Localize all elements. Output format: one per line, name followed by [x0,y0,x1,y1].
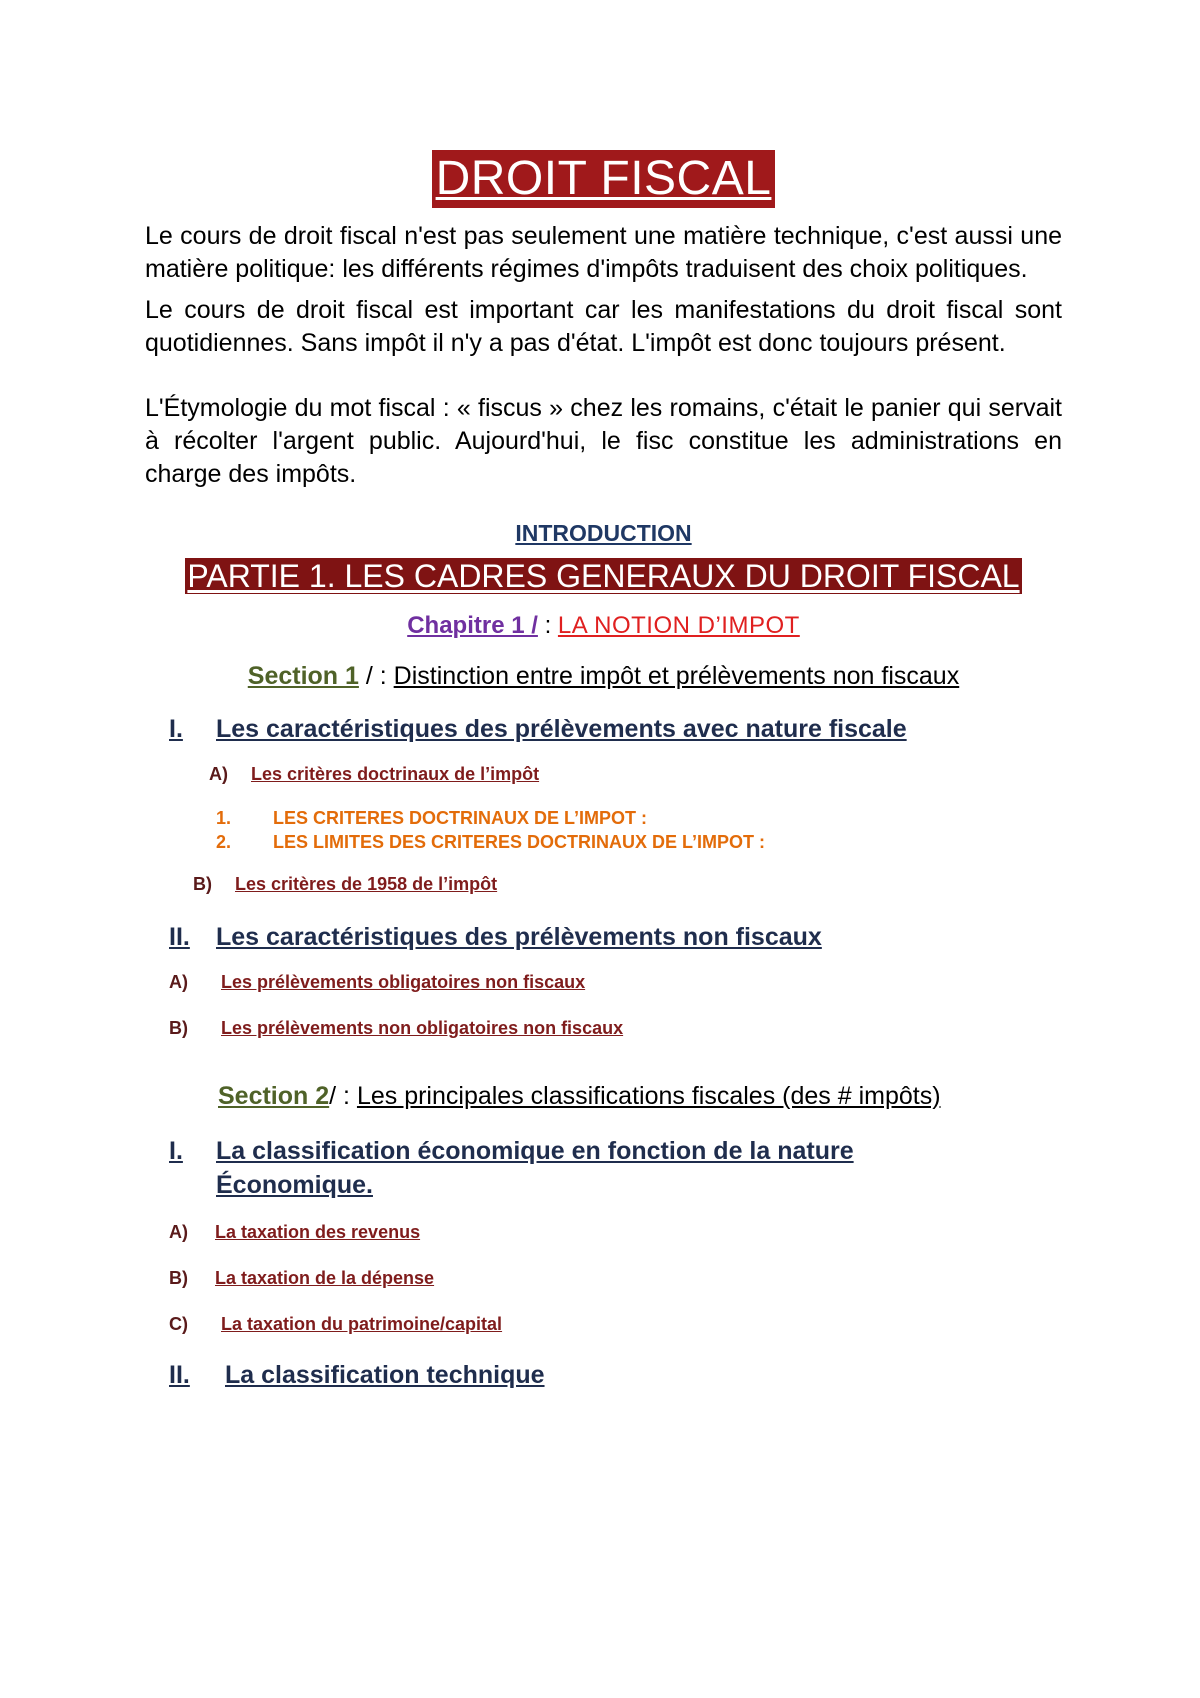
subheading-b [145,1266,1062,1290]
paragraph-intro-2: Le cours de droit fiscal est important car les manifestations du droit fiscal sont quotidiennes. Sans impôt il n'y a pas d'état. L'impôt est donc toujours présent. [145,296,1062,357]
subheading-a [145,762,1062,786]
chapitre-label: Chapitre 1 / [407,612,538,639]
chapitre-title: LA NOTION D’IMPOT [557,612,800,639]
section-1-label: Section 1 [247,662,359,690]
section-1-part-2-heading [145,920,1062,954]
numbered-list [145,806,1062,854]
paragraph-intro-1: Le cours de droit fiscal n'est pas seulement une matière technique, c'est aussi une matière politique: les différents régimes d'impôts traduisent des choix politiques. [145,222,1062,283]
heading-text: Les caractéristiques des prélèvements avec nature fiscale [216,715,907,743]
paragraph-etymology: L'Étymologie du mot fiscal : « fiscus » chez les romains, c'était le panier qui servait à récolter l'argent public. Aujourd'hui, le fisc constitue les administrations en charge des impôts. [145,394,1062,488]
section-1-separator: / : [358,662,394,690]
subheading-label: C) [169,1314,188,1334]
partie-heading: PARTIE 1. LES CADRES GENERAUX DU DROIT FISCAL [187,558,1020,594]
subheading-text: La taxation de la dépense [215,1268,435,1288]
subheading-label: A) [209,764,228,784]
subheading-label: B) [169,1018,188,1038]
heading-text: Les caractéristiques des prélèvements non fiscaux [216,923,822,951]
heading-number: II. [169,1361,190,1389]
section-2-separator: / : [329,1082,357,1110]
section-1-title: Distinction entre impôt et prélèvements non fiscaux [393,662,960,690]
document-page [145,150,1062,1392]
subheading-label: A) [169,1222,188,1242]
subheading-a [145,1220,1062,1244]
subheading-text: Les prélèvements obligatoires non fiscaux [221,972,586,992]
document-title: DROIT FISCAL [432,150,776,208]
subheading-a [145,970,1062,994]
heading-number: II. [169,923,190,951]
chapitre-heading [145,610,1062,642]
section-2-part-1-heading [145,1134,1062,1202]
section-2-heading [145,1080,1062,1112]
subheading-label: B) [193,874,212,894]
section-1-heading [145,660,1062,692]
subheading-b [145,1016,1062,1040]
subheading-label: A) [169,972,188,992]
subheading-label: B) [169,1268,188,1288]
list-item: 2. LES LIMITES DES CRITERES DOCTRINAUX DE L’IMPOT : [216,832,766,852]
subheading-text: La taxation des revenus [215,1222,421,1242]
subheading-text: Les critères de 1958 de l’impôt [235,874,498,894]
heading-text: La classification économique en fonction de la nature Économique. [216,1137,854,1199]
heading-text: La classification technique [225,1361,545,1389]
heading-number: I. [169,1137,183,1165]
section-2-label: Section 2 [218,1082,330,1110]
subheading-text: Les prélèvements non obligatoires non fiscaux [221,1018,624,1038]
chapitre-separator: : [537,612,558,639]
subheading-text: Les critères doctrinaux de l’impôt [251,764,540,784]
heading-number: I. [169,715,183,743]
subheading-c [145,1312,1062,1336]
section-1-part-1-heading [145,712,1062,746]
introduction-heading: INTRODUCTION [515,520,692,546]
list-item: 1. LES CRITERES DOCTRINAUX DE L’IMPOT : [216,808,648,828]
section-2-title: Les principales classifications fiscales (des # impôts) [356,1082,941,1110]
subheading-b [145,872,1062,896]
section-2-part-2-heading [145,1358,1062,1392]
subheading-text: La taxation du patrimoine/capital [221,1314,503,1334]
